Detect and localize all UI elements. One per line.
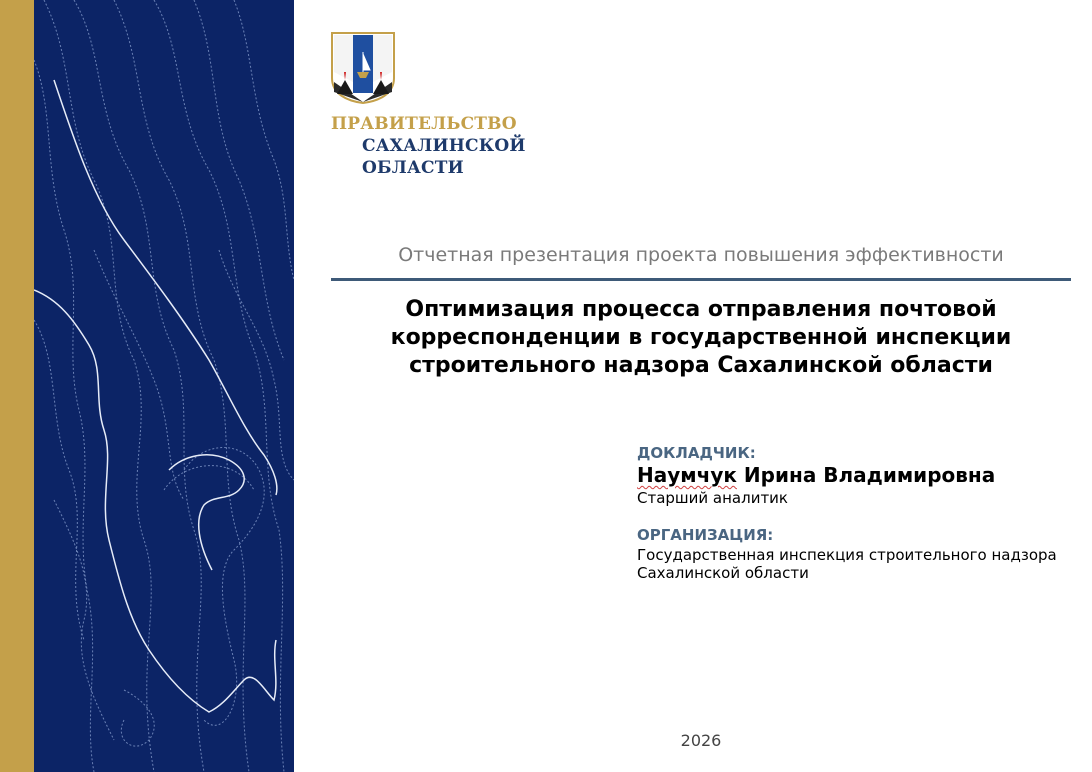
contour-map-icon (34, 0, 294, 772)
coat-of-arms-icon (331, 32, 395, 104)
gold-side-bar (0, 0, 34, 772)
speaker-name (637, 463, 995, 487)
speaker-surname: Наумчук (637, 463, 737, 487)
slide-subtitle: Отчетная презентация проекта повышения эффективности (398, 244, 1004, 266)
slide-title: Оптимизация процесса отправления почтовой корреспонденции в государственной инспекции строительного надзора Сахалинской области (390, 297, 1012, 378)
speaker-role: Старший аналитик (637, 489, 788, 507)
speaker-label: ДОКЛАДЧИК: (637, 444, 756, 462)
government-name-line-1: ПРАВИТЕЛЬСТВО (331, 114, 517, 134)
organization-name: Государственная инспекция строительного надзора Сахалинской области (637, 546, 1057, 582)
government-name-line-3: ОБЛАСТИ (362, 158, 464, 178)
organization-label: ОРГАНИЗАЦИЯ: (637, 526, 774, 544)
slide-year: 2026 (680, 731, 722, 750)
speaker-given-names: Ирина Владимировна (736, 463, 996, 487)
sakhalin-map-panel (34, 0, 294, 772)
government-name-line-2: САХАЛИНСКОЙ (362, 136, 526, 156)
title-divider (331, 278, 1071, 281)
